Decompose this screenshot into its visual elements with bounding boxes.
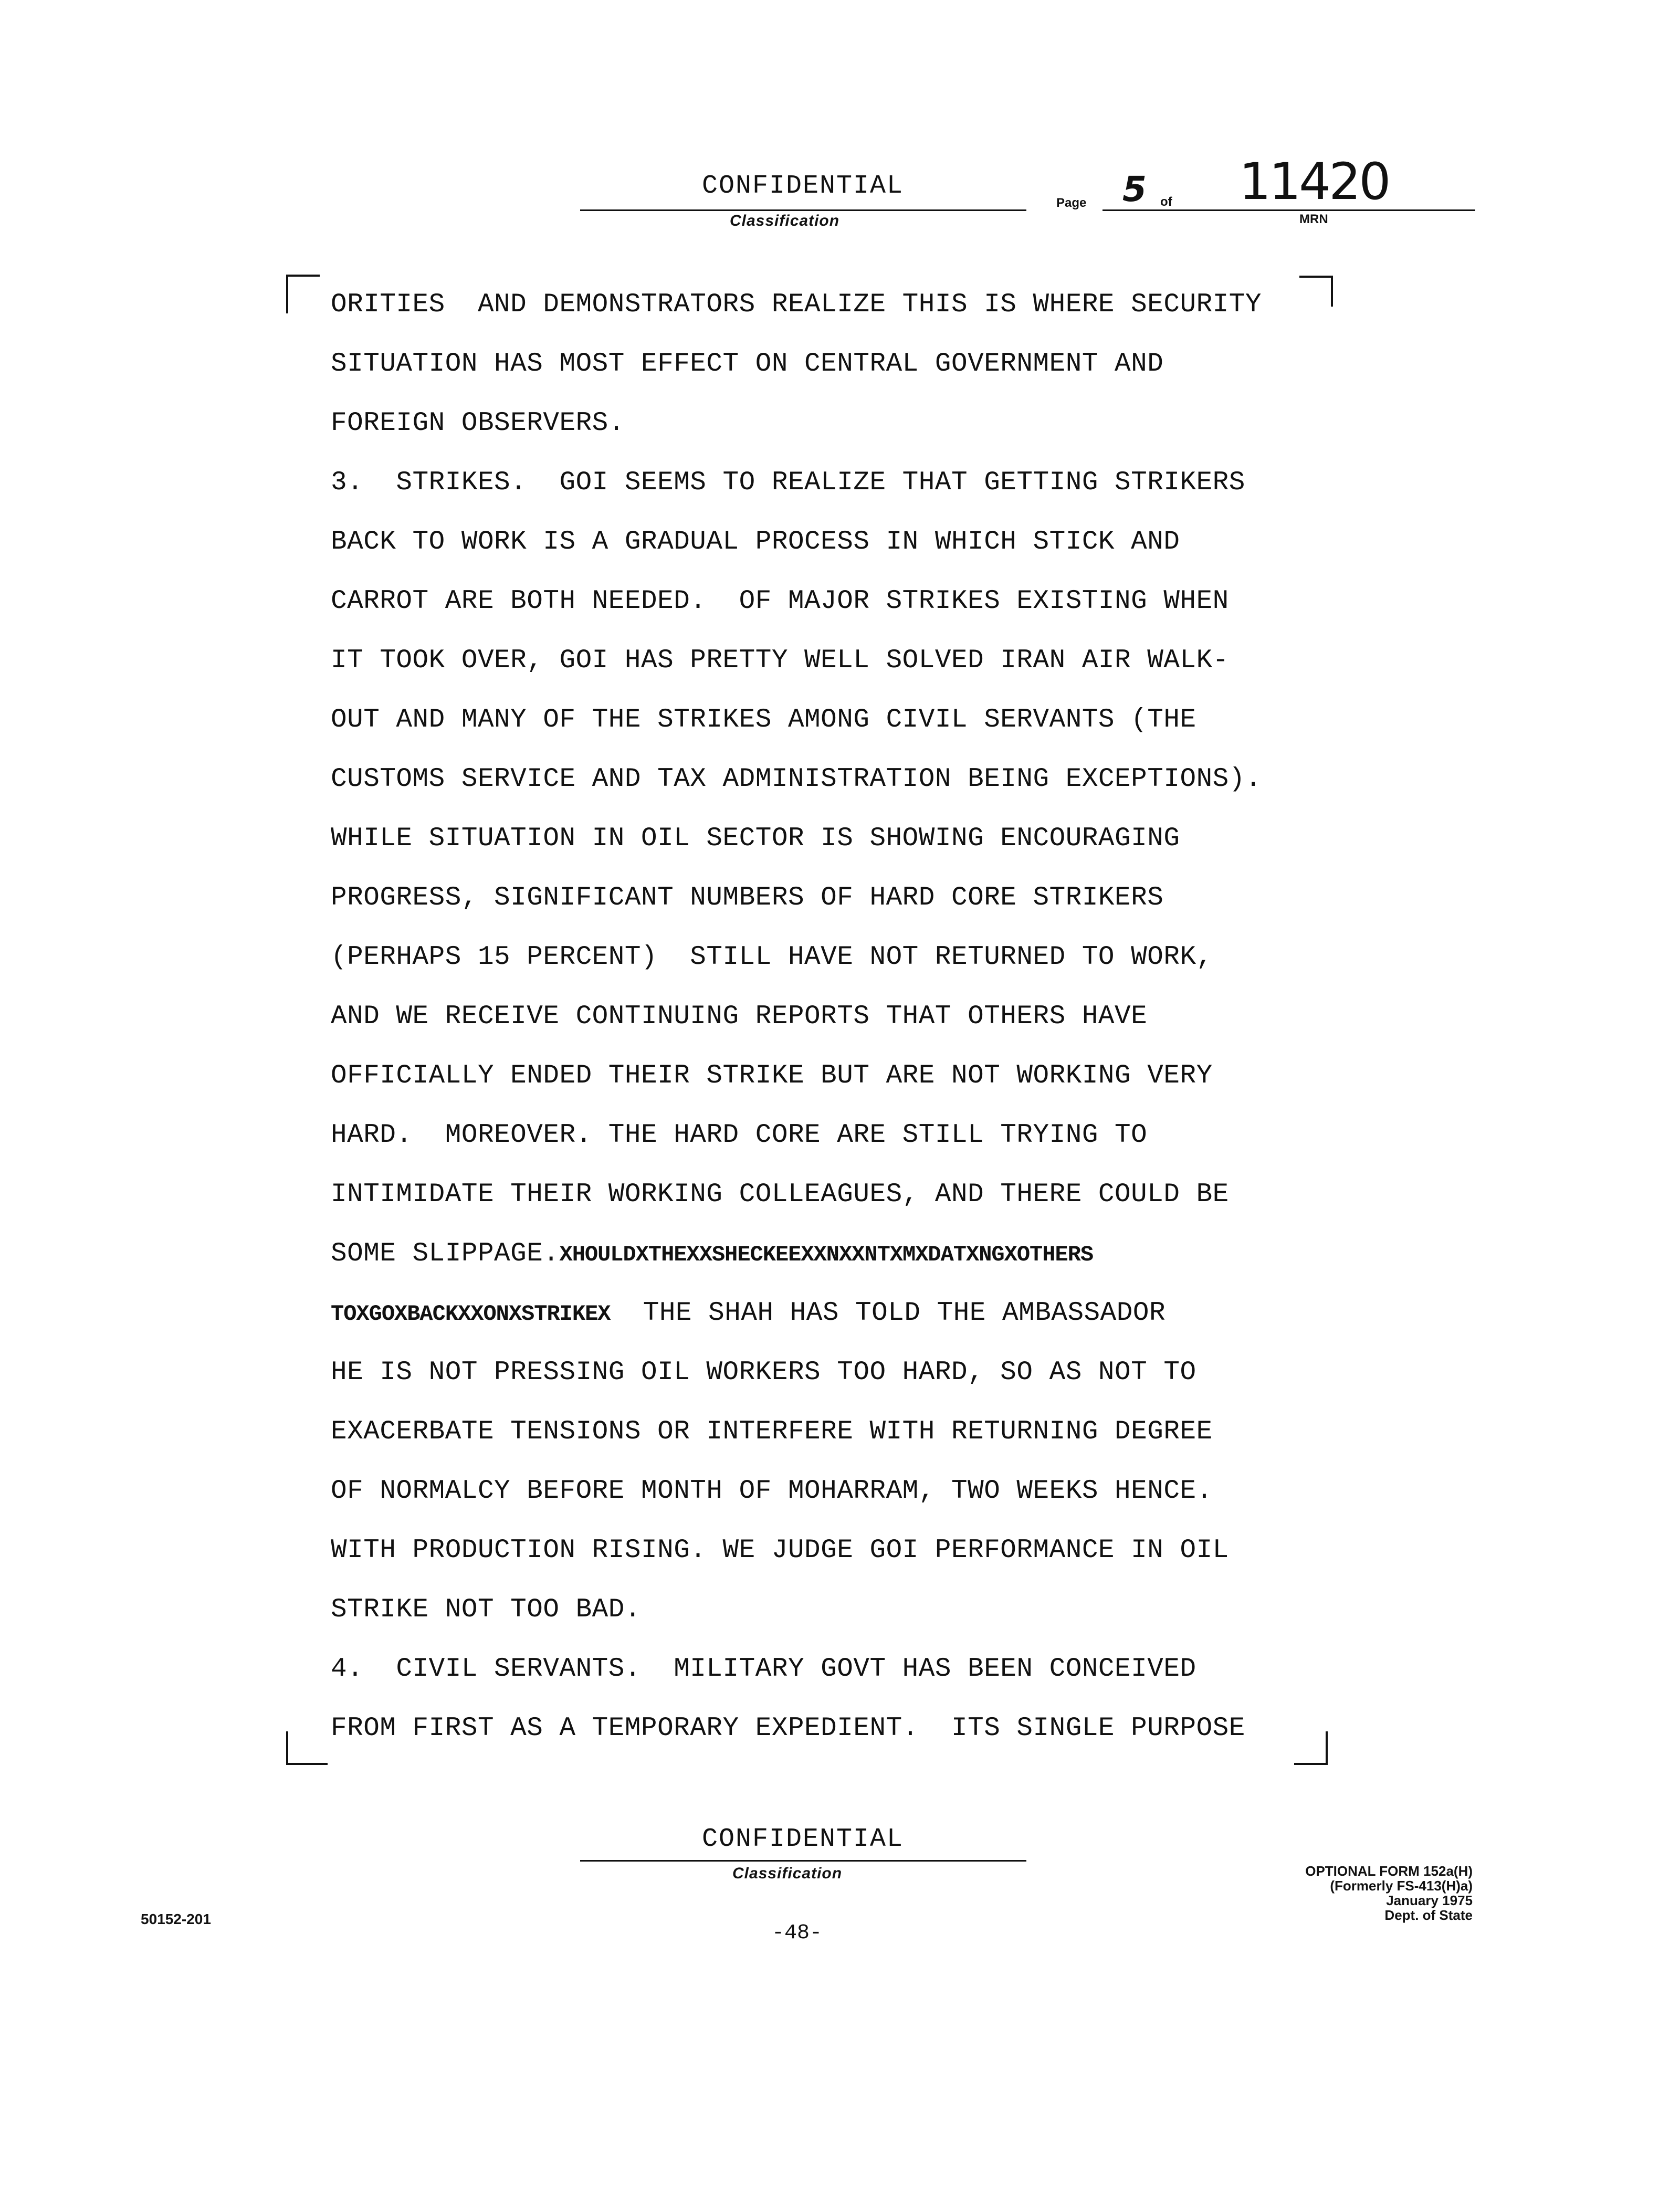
mrn-label: MRN	[1299, 212, 1328, 226]
body-line: 4. CIVIL SERVANTS. MILITARY GOVT HAS BEEN CONCEIVED	[331, 1654, 1196, 1684]
body-line: FROM FIRST AS A TEMPORARY EXPEDIENT. ITS SINGLE PURPOSE	[331, 1714, 1245, 1743]
footer-classification-caption: Classification	[732, 1865, 843, 1882]
body-line: CARROT ARE BOTH NEEDED. OF MAJOR STRIKES EXISTING WHEN	[331, 586, 1229, 616]
body-line: (PERHAPS 15 PERCENT) STILL HAVE NOT RETURNED TO WORK,	[331, 942, 1213, 972]
body-line: PROGRESS, SIGNIFICANT NUMBERS OF HARD CORE STRIKERS	[331, 883, 1164, 913]
body-line: IT TOOK OVER, GOI HAS PRETTY WELL SOLVED IRAN AIR WALK-	[331, 646, 1229, 676]
form-line: OPTIONAL FORM 152a(H)	[1305, 1863, 1473, 1879]
body-line: 3. STRIKES. GOI SEEMS TO REALIZE THAT GETTING STRIKERS	[331, 468, 1245, 498]
struck-out-text: XHOULDXTHEXXSHECKEEXXNXXNTXMXDATXNGXOTHERS	[559, 1242, 1094, 1267]
body-line: WHILE SITUATION IN OIL SECTOR IS SHOWING ENCOURAGING	[331, 824, 1180, 854]
body-line-slippage	[331, 1241, 1093, 1267]
body-line: OUT AND MANY OF THE STRIKES AMONG CIVIL SERVANTS (THE	[331, 705, 1196, 735]
slippage-text: SOME SLIPPAGE.	[331, 1239, 560, 1269]
page-label: Page	[1056, 196, 1087, 210]
body-line: CUSTOMS SERVICE AND TAX ADMINISTRATION BEING EXCEPTIONS).	[331, 764, 1262, 794]
body-line: HARD. MOREOVER. THE HARD CORE ARE STILL TRYING TO	[331, 1120, 1148, 1150]
body-line: STRIKE NOT TOO BAD.	[331, 1595, 641, 1625]
shah-text: THE SHAH HAS TOLD THE AMBASSADOR	[610, 1298, 1166, 1328]
body-line: OFFICIALLY ENDED THEIR STRIKE BUT ARE NOT WORKING VERY	[331, 1061, 1213, 1091]
top-right-corner-bracket	[1299, 276, 1333, 307]
header-classification: CONFIDENTIAL	[702, 171, 904, 201]
struck-out-text: TOXGOXBACKXXONXSTRIKEX	[331, 1301, 611, 1327]
form-line: January 1975	[1386, 1893, 1473, 1909]
footer-classification: CONFIDENTIAL	[702, 1824, 904, 1854]
body-line: FOREIGN OBSERVERS.	[331, 408, 625, 438]
form-line: (Formerly FS-413(H)a)	[1330, 1878, 1473, 1894]
header-classification-rule	[580, 209, 1026, 211]
body-line-shah	[331, 1300, 1166, 1327]
header-page-rule	[1102, 209, 1475, 211]
body-line: ORITIES AND DEMONSTRATORS REALIZE THIS IS WHERE SECURITY	[331, 290, 1262, 320]
body-line: AND WE RECEIVE CONTINUING REPORTS THAT OTHERS HAVE	[331, 1002, 1148, 1032]
body-line: HE IS NOT PRESSING OIL WORKERS TOO HARD, SO AS NOT TO	[331, 1358, 1196, 1388]
body-line: OF NORMALCY BEFORE MONTH OF MOHARRAM, TWO WEEKS HENCE.	[331, 1476, 1213, 1506]
optional-form-info	[1305, 1864, 1473, 1922]
top-left-corner-bracket	[286, 275, 320, 313]
body-line: EXACERBATE TENSIONS OR INTERFERE WITH RETURNING DEGREE	[331, 1417, 1213, 1447]
body-line: SITUATION HAS MOST EFFECT ON CENTRAL GOVERNMENT AND	[331, 349, 1164, 379]
stock-number: 50152-201	[141, 1911, 211, 1927]
mrn-number: 11420	[1239, 152, 1389, 211]
header-classification-caption: Classification	[730, 212, 840, 229]
bottom-left-corner-bracket	[286, 1731, 328, 1765]
body-line: WITH PRODUCTION RISING. WE JUDGE GOI PERFORMANCE IN OIL	[331, 1536, 1229, 1565]
of-label: of	[1160, 195, 1172, 209]
form-line: Dept. of State	[1384, 1907, 1473, 1924]
footer-classification-rule	[580, 1860, 1026, 1862]
page-marker: -48-	[772, 1921, 823, 1945]
bottom-right-corner-bracket	[1294, 1731, 1328, 1765]
body-line: INTIMIDATE THEIR WORKING COLLEAGUES, AND THERE COULD BE	[331, 1180, 1229, 1210]
page-number: 5	[1122, 169, 1147, 209]
body-line: BACK TO WORK IS A GRADUAL PROCESS IN WHICH STICK AND	[331, 527, 1180, 557]
